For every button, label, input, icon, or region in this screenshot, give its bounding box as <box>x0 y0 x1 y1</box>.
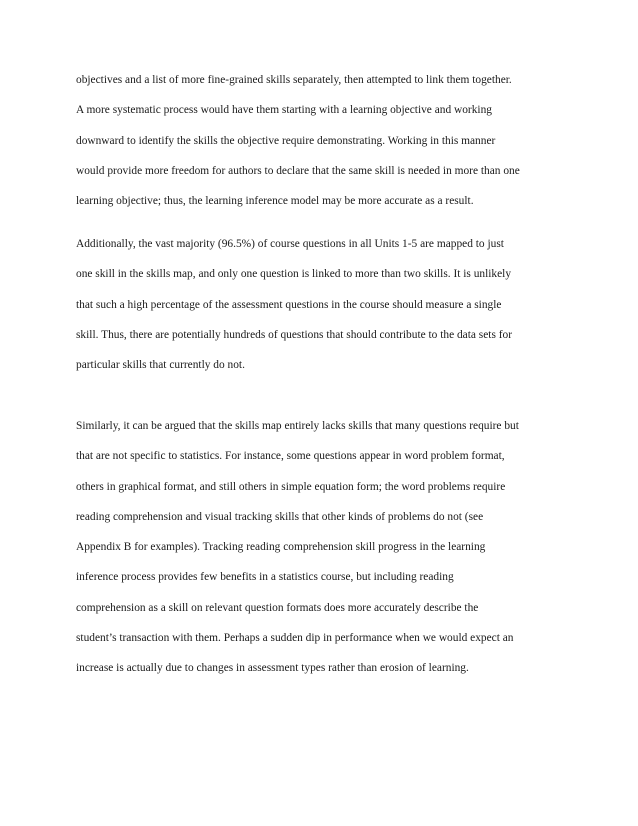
paragraph-line: inference process provides few benefits in a statistics course, but including reading <box>76 571 454 584</box>
paragraph-line: one skill in the skills map, and only one question is linked to more than two skills. It is unlikely <box>76 268 512 281</box>
paragraph-3 <box>76 411 576 684</box>
paragraph-line: A more systematic process would have them starting with a learning objective and working <box>76 104 492 117</box>
paragraph-1 <box>76 65 576 216</box>
paragraph-line: comprehension as a skill on relevant question formats does more accurately describe the <box>76 601 479 614</box>
paragraph-line: that are not specific to statistics. For instance, some questions appear in word problem format, <box>76 450 505 463</box>
paragraph-line: Appendix B for examples). Tracking reading comprehension skill progress in the learning <box>76 541 486 554</box>
paragraph-line: would provide more freedom for authors to declare that the same skill is needed in more than one <box>76 164 520 177</box>
paragraph-line: Additionally, the vast majority (96.5%) of course questions in all Units 1-5 are mapped to just <box>76 238 504 250</box>
paragraph-2 <box>76 229 576 380</box>
paragraph-line: learning objective; thus, the learning inference model may be more accurate as a result. <box>76 195 474 208</box>
paragraph-line: reading comprehension and visual tracking skills that other kinds of problems do not (see <box>76 510 484 523</box>
paragraph-line: others in graphical format, and still others in simple equation form; the word problems require <box>76 480 506 493</box>
paragraph-line: skill. Thus, there are potentially hundreds of questions that should contribute to the data sets for <box>76 328 513 341</box>
paragraph-line: objectives and a list of more fine-grained skills separately, then attempted to link them together. <box>76 74 512 86</box>
paragraph-line: particular skills that currently do not. <box>76 359 245 372</box>
paragraph-line: Similarly, it can be argued that the skills map entirely lacks skills that many questions require but <box>76 420 519 432</box>
paragraph-line: that such a high percentage of the assessment questions in the course should measure a single <box>76 298 502 311</box>
paragraph-line: increase is actually due to changes in assessment types rather than erosion of learning. <box>76 662 469 675</box>
paragraph-line: downward to identify the skills the objective require demonstrating. Working in this manner <box>76 134 496 147</box>
paragraph-line: student’s transaction with them. Perhaps a sudden dip in performance when we would expect an <box>76 632 514 645</box>
